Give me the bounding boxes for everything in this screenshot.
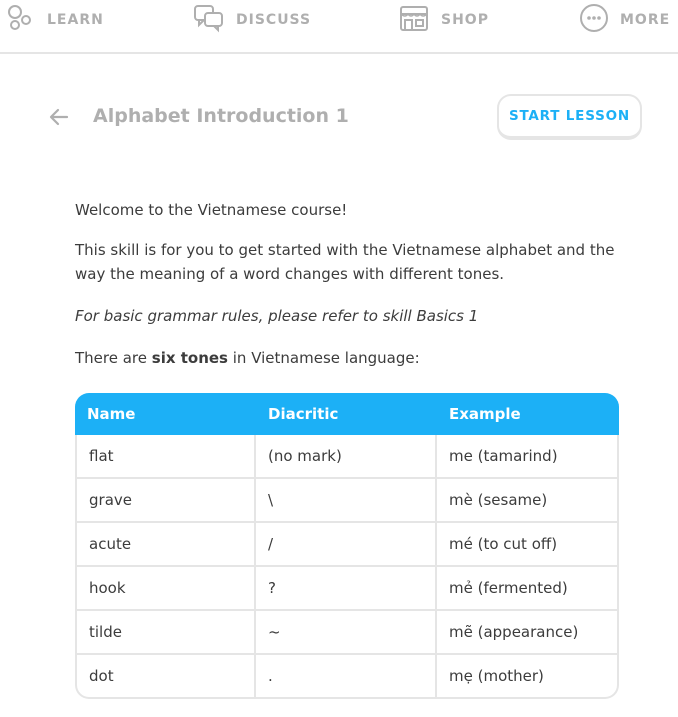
shop-icon [398, 3, 430, 37]
description-text: This skill is for you to get started with the Vietnamese alphabet and the way the meaning of a word changes with different tones. [75, 241, 615, 283]
nav-more[interactable] [579, 4, 670, 36]
tone-diacritic: ? [256, 567, 437, 611]
header-name: Name [75, 393, 256, 435]
header-diacritic: Diacritic [256, 393, 437, 435]
start-lesson-button[interactable]: START LESSON [497, 94, 642, 140]
nav-shop[interactable] [398, 4, 489, 36]
table-row [75, 479, 619, 523]
tone-diacritic: . [256, 655, 437, 699]
header-example: Example [437, 393, 619, 435]
more-icon [579, 3, 609, 37]
tone-diacritic: ~ [256, 611, 437, 655]
tone-name: acute [75, 523, 256, 567]
tones-intro [75, 346, 625, 370]
tone-diacritic: (no mark) [256, 435, 437, 479]
nav-discuss[interactable] [193, 4, 311, 36]
table-row [75, 567, 619, 611]
discuss-icon [193, 3, 225, 37]
table-row [75, 435, 619, 479]
tone-example: mẻ (fermented) [437, 567, 619, 611]
tone-name: tilde [75, 611, 256, 655]
tone-name: grave [75, 479, 256, 523]
tone-name: flat [75, 435, 256, 479]
tone-example: me (tamarind) [437, 435, 619, 479]
grammar-note: For basic grammar rules, please refer to skill Basics 1 [75, 307, 479, 325]
tones-intro-prefix: There are [75, 349, 152, 367]
nav-more-label: MORE [620, 12, 671, 28]
tone-name: hook [75, 567, 256, 611]
lesson-header [0, 94, 678, 142]
tones-table [75, 393, 619, 699]
tone-diacritic: / [256, 523, 437, 567]
top-navigation [0, 0, 678, 54]
tone-diacritic: \ [256, 479, 437, 523]
nav-shop-label: SHOP [441, 12, 489, 28]
intro-text: Welcome to the Vietnamese course! [75, 201, 348, 219]
table-row [75, 523, 619, 567]
table-row [75, 611, 619, 655]
page-title: Alphabet Introduction 1 [93, 105, 349, 127]
tones-intro-bold: six tones [151, 349, 228, 367]
back-arrow-icon[interactable] [48, 106, 70, 128]
tones-intro-suffix: in Vietnamese language: [228, 349, 420, 367]
table-row [75, 655, 619, 699]
nav-discuss-label: DISCUSS [236, 12, 312, 28]
tone-example: mé (to cut off) [437, 523, 619, 567]
learn-icon [6, 3, 36, 37]
tone-example: mè (sesame) [437, 479, 619, 523]
tone-example: mẹ (mother) [437, 655, 619, 699]
nav-learn[interactable] [6, 4, 104, 36]
nav-learn-label: LEARN [47, 12, 104, 28]
tone-name: dot [75, 655, 256, 699]
table-header-row [75, 393, 619, 435]
lesson-content [75, 198, 625, 388]
tone-example: mẽ (appearance) [437, 611, 619, 655]
